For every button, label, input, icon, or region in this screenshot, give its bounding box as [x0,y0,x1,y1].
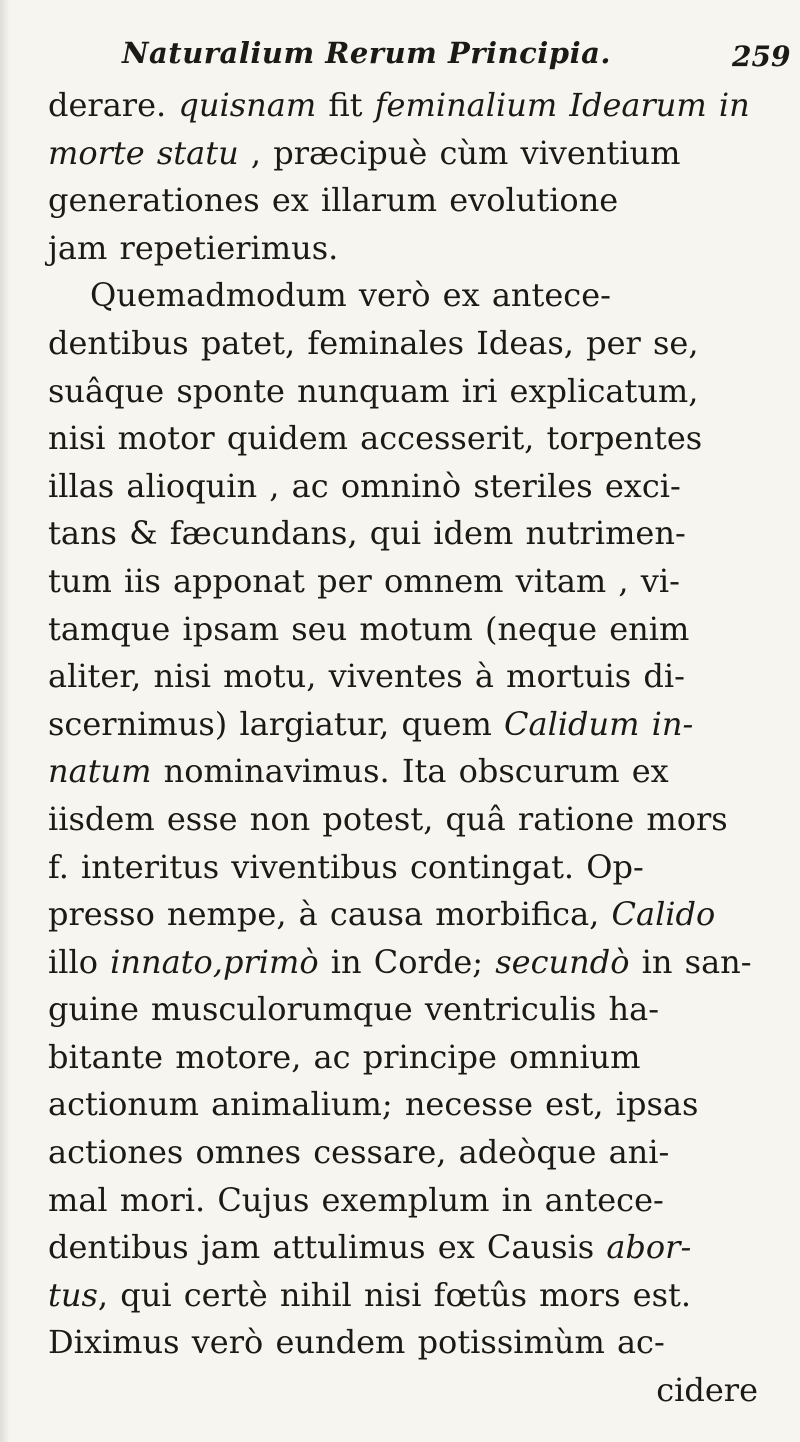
text-line: illas alioquin , ac omninò steriles exci- [48,466,681,505]
text-line: aliter, nisi motu, viventes à mortuis di- [48,657,685,696]
text-line: generationes ex illarum evolutione [48,181,619,220]
text-line: actionum animalium; necesse est, ipsas [48,1085,699,1124]
text-line: bitante motore, ac principe omnium [48,1037,641,1076]
body-text [48,82,788,1415]
text-line: morte statu , præcipuè cùm viventium [48,133,681,172]
page-number: 259 [732,40,791,73]
text-line: tamque ipsam seu motum (neque enim [48,609,690,648]
text-line: presso nempe, à causa morbifica, Calido [48,895,716,934]
text-line: Diximus verò eundem potissimùm ac- [48,1323,665,1362]
text-line: actiones omnes cessare, adeòque ani- [48,1133,670,1172]
text-line: dentibus patet, feminales Ideas, per se, [48,323,699,362]
running-head: Naturalium Rerum Principia. [122,36,611,70]
catchword: cidere [656,1371,758,1410]
text-line: guine musculorumque ventriculis ha- [48,990,660,1029]
text-line: scernimus) largiatur, quem Calidum in- [48,704,694,743]
text-line: f. interitus viventibus contingat. Op- [48,847,644,886]
text-line: mal mori. Cujus exemplum in antece- [48,1180,664,1219]
text-line: tum iis apponat per omnem vitam , vi- [48,561,680,600]
text-line: tus, qui certè nihil nisi fœtûs mors est. [48,1275,692,1314]
text-line-paragraph-start: Quemadmodum verò ex antece- [90,276,611,315]
text-line: dentibus jam attulimus ex Causis abor- [48,1228,692,1267]
text-line: illo innato,primò in Corde; secundò in san- [48,942,752,981]
text-line: suâque sponte nunquam iri explicatum, [48,371,699,410]
page-edge-shadow [0,0,10,1442]
page-header [0,36,800,80]
text-line: derare. quisnam fit feminalium Idearum in [48,86,750,124]
text-line: tans & fæcundans, qui idem nutrimen- [48,514,686,553]
text-line: nisi motor quidem accesserit, torpentes [48,419,703,458]
text-line: iisdem esse non potest, quâ ratione mors [48,799,728,838]
text-line: jam repetierimus. [48,228,339,267]
text-line: natum nominavimus. Ita obscurum ex [48,752,669,791]
